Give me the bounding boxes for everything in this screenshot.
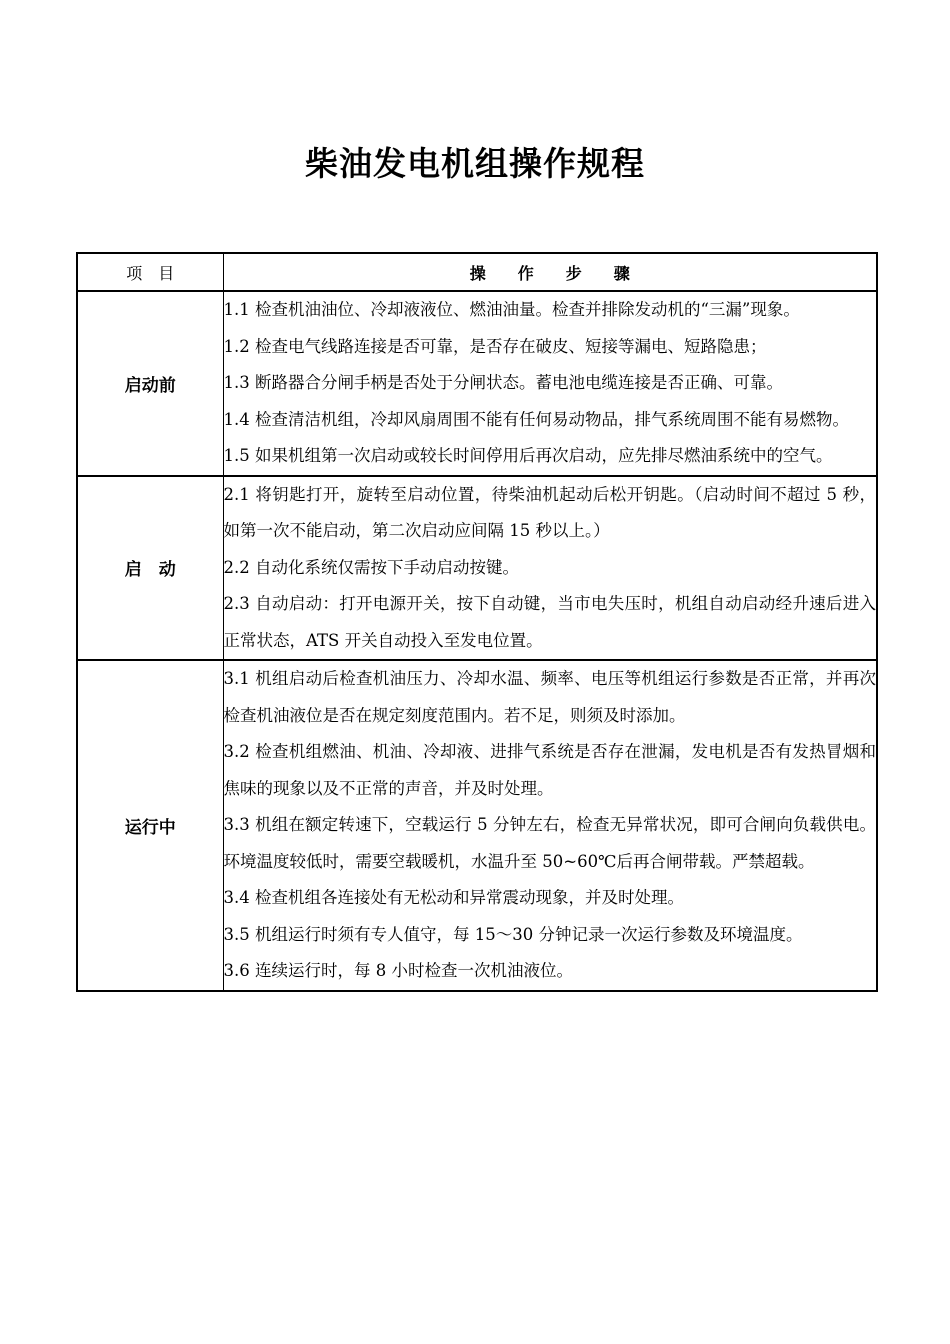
header-item: 项 目 xyxy=(77,253,223,291)
table-row xyxy=(77,476,877,661)
procedure-table xyxy=(76,252,878,992)
step-item: 2.2 自动化系统仅需按下手动启动按键。 xyxy=(223,557,519,577)
step-item: 2.3 自动启动：打开电源开关，按下自动键，当市电失压时，机组自动启动经升速后进入正常状态，ATS 开关自动投入至发电位置。 xyxy=(223,594,876,650)
document-title: 柴油发电机组操作规程 xyxy=(305,144,645,183)
step-item: 1.1 检查机油油位、冷却液液位、燃油油量。检查并排除发动机的“三漏”现象。 xyxy=(223,300,800,319)
section-label: 运行中 xyxy=(77,660,223,991)
table-row xyxy=(77,660,877,991)
step-item: 1.3 断路器合分闸手柄是否处于分闸状态。蓄电池电缆连接是否正确、可靠。 xyxy=(223,373,783,392)
header-steps: 操 作 步 骤 xyxy=(223,253,877,291)
section-steps xyxy=(223,476,877,661)
table-row xyxy=(77,291,877,476)
step-item: 3.1 机组启动后检查机油压力、冷却水温、频率、电压等机组运行参数是否正常，并再次检查机油液位是否在规定刻度范围内。若不足，则须及时添加。 xyxy=(223,669,876,725)
step-item: 3.4 检查机组各连接处有无松动和异常震动现象，并及时处理。 xyxy=(223,888,684,907)
step-item: 1.4 检查清洁机组，冷却风扇周围不能有任何易动物品，排气系统周围不能有易燃物。 xyxy=(223,409,849,429)
step-item: 3.5 机组运行时须有专人值守，每 15～30 分钟记录一次运行参数及环境温度。 xyxy=(223,924,803,944)
step-item: 3.6 连续运行时，每 8 小时检查一次机油液位。 xyxy=(223,961,573,980)
step-item: 3.3 机组在额定转速下，空载运行 5 分钟左右，检查无异常状况，即可合闸向负载供电。环境温度较低时，需要空载暖机，水温升至 50~60℃后再合闸带载。严禁超载。 xyxy=(223,815,876,871)
section-steps xyxy=(223,660,877,991)
step-item: 2.1 将钥匙打开，旋转至启动位置，待柴油机起动后松开钥匙。（启动时间不超过 5 秒，如第一次不能启动，第二次启动应间隔 15 秒以上。） xyxy=(223,484,876,540)
step-item: 3.2 检查机组燃油、机油、冷却液、进排气系统是否存在泄漏，发电机是否有发热冒烟和焦味的现象以及不正常的声音，并及时处理。 xyxy=(223,742,876,798)
step-item: 1.5 如果机组第一次启动或较长时间停用后再次启动，应先排尽燃油系统中的空气。 xyxy=(223,446,833,465)
section-label: 启 动 xyxy=(77,476,223,661)
section-label: 启动前 xyxy=(77,291,223,476)
step-item: 1.2 检查电气线路连接是否可靠，是否存在破皮、短接等漏电、短路隐患； xyxy=(223,336,767,356)
table-header-row xyxy=(77,253,877,291)
section-steps xyxy=(223,291,877,476)
